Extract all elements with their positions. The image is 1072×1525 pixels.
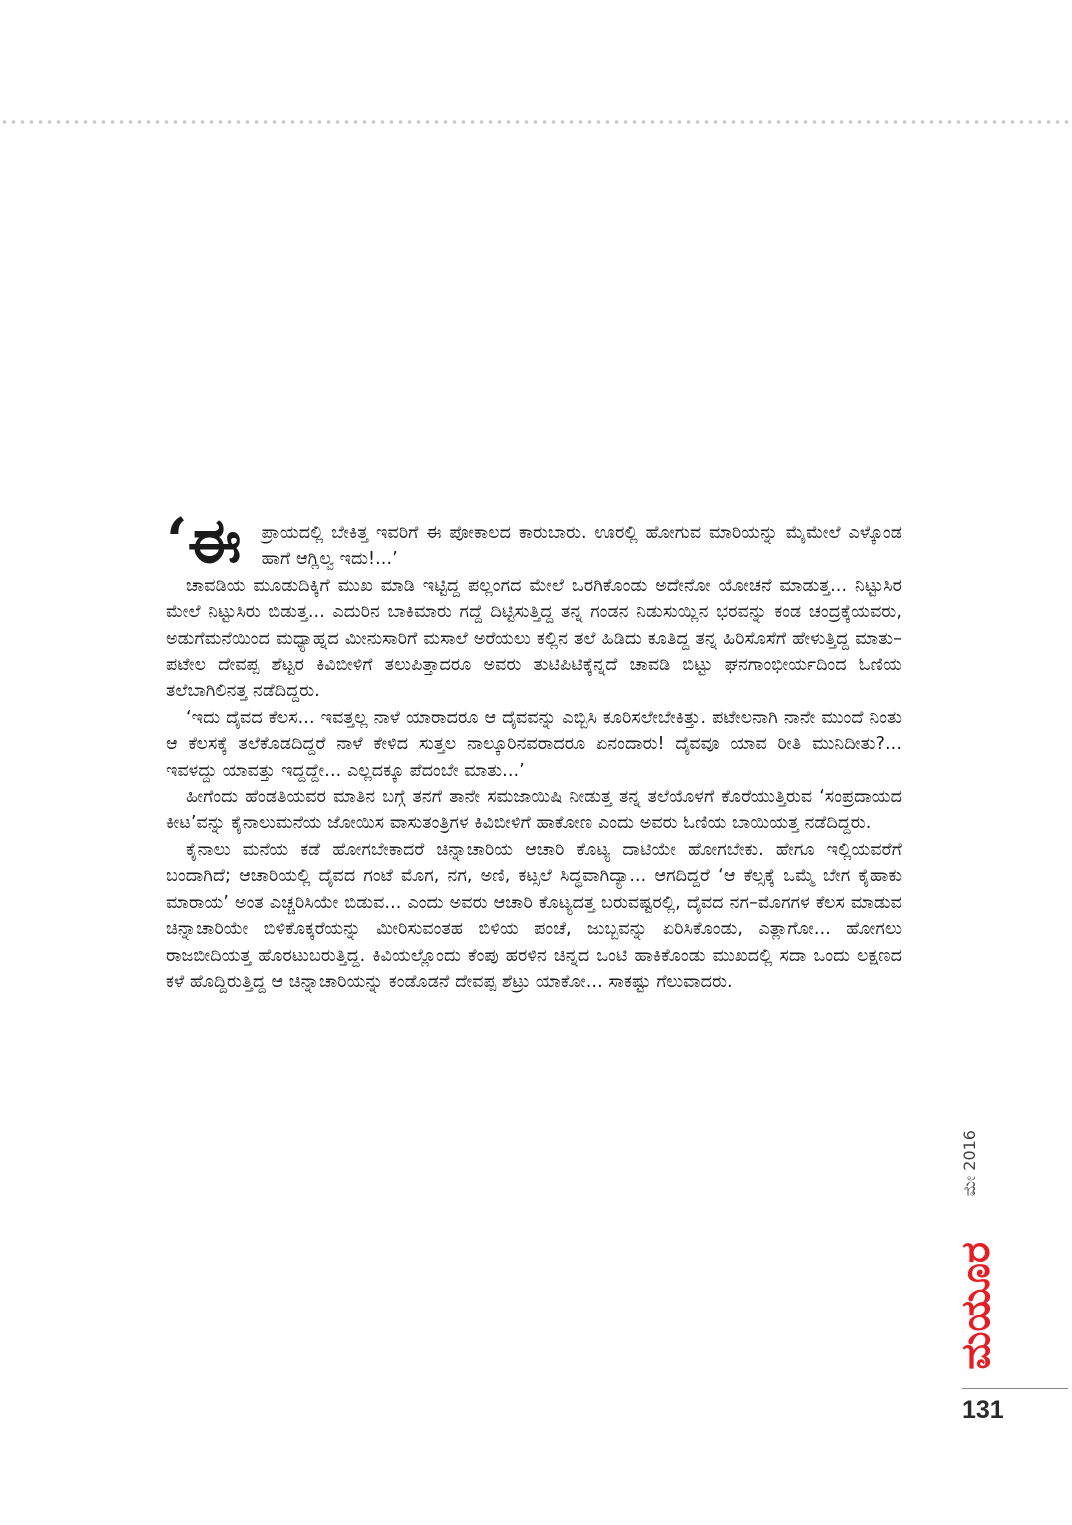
page-number-rule [962,1388,1068,1389]
paragraph-3: ‘ಇದು ದೈವದ ಕೆಲಸ... ಇವತ್ತಲ್ಲ ನಾಳೆ ಯಾರಾದರೂ ಆ ದೈವವನ್ನು ಎಬ್ಬಿಸಿ ಕೂರಿಸಲೇಬೇಕಿತ್ತು. ಪಟೇಲನಾಗಿ ನಾನೇ ಮುಂದೆ ನಿಂತು ಆ ಕೆಲಸಕ್ಕೆ ತಲೆಕೊಡದಿದ್ದರೆ ನಾಳೆ ಕೇಳಿದ ಸುತ್ತಲ ನಾಲ್ಕೂರಿನವರಾದರೂ ಏನಂದಾರು! ದೈವವೂ ಯಾವ ರೀತಿ ಮುನಿದೀತು?... ಇವಳದ್ದು ಯಾವತ್ತು ಇದ್ದದ್ದೇ... ಎಲ್ಲದಕ್ಕೂ ಪೆದಂಬೇ ಮಾತು...’ [166,707,902,781]
dotted-separator [0,119,1072,125]
page-number: 131 [962,1396,1004,1424]
article-body [166,504,902,995]
paragraph-5: ಕೈನಾಲು ಮನೆಯ ಕಡೆ ಹೋಗಬೇಕಾದರೆ ಚಿನ್ನಾಚಾರಿಯ ಆಚಾರಿ ಕೊಟ್ಯ ದಾಟಿಯೇ ಹೋಗಬೇಕು. ಹೇಗೂ ಇಲ್ಲಿಯವರೆಗೆ ಬಂದಾಗಿದೆ; ಆಚಾರಿಯಲ್ಲಿ ದೈವದ ಗಂಟೆ ಮೊಗ, ನಗ, ಅಣಿ, ಕಟ್ಸಲೆ ಸಿದ್ಧವಾಗಿದ್ಯಾ... ಆಗದಿದ್ದರೆ ‘ಆ ಕೆಲ್ಸಕ್ಕೆ ಒಮ್ಮೆ ಬೇಗ ಕೈಹಾಕು ಮಾರಾಯ’ ಅಂತ ಎಚ್ಚರಿಸಿಯೇ ಬಿಡುವ... ಎಂದು ಅವರು ಆಚಾರಿ ಕೊಟ್ಯದತ್ತ ಬರುವಷ್ಟರಲ್ಲಿ, ದೈವದ ನಗ–ಮೊಗಗಳ ಕೆಲಸ ಮಾಡುವ ಚಿನ್ನಾಚಾರಿಯೇ ಬಿಳಿಕೊಕ್ಕರೆಯನ್ನು ಮೀರಿಸುವಂತಹ ಬಿಳಿಯ ಪಂಚೆ, ಜುಬ್ಬವನ್ನು ಏರಿಸಿಕೊಂಡು, ಎತ್ಲಾಗೋ... ಹೋಗಲು ರಾಜಬೀದಿಯತ್ತ ಹೊರಟುಬರುತ್ತಿದ್ದ. ಕಿವಿಯಲ್ಲೊಂದು ಕೆಂಪು ಹರಳಿನ ಚಿನ್ನದ ಒಂಟಿ ಹಾಕಿಕೊಂಡು ಮುಖದಲ್ಲಿ ಸದಾ ಒಂದು ಲಕ್ಷಣದ ಕಳೆ ಹೊದ್ದಿರುತ್ತಿದ್ದ ಆ ಚಿನ್ನಾಚಾರಿಯನ್ನು ಕಂಡೊಡನೆ ದೇವಪ್ಪ ಶೆಟ್ರು ಯಾಕೋ... ಸಾಕಷ್ಟು ಗೆಲುವಾದರು. [166,839,902,992]
paragraph-1 [166,504,902,577]
magazine-sidebar [948,1124,1010,1374]
paragraph-4: ಹೀಗೆಂದು ಹೆಂಡತಿಯವರ ಮಾತಿನ ಬಗ್ಗೆ ತನಗೆ ತಾನೇ ಸಮಜಾಯಿಷಿ ನೀಡುತ್ತ ತನ್ನ ತಲೆಯೊಳಗೆ ಕೊರೆಯುತ್ತಿರುವ ‘ಸಂಪ್ರದಾಯದ ಕೀಟ’ವನ್ನು ಕೈನಾಲುಮನೆಯ ಜೋಯಿಸ ವಾಸುತಂತ್ರಿಗಳ ಕಿವಿಬೀಳಿಗೆ ಹಾಕೋಣ ಎಂದು ಅವರು ಓಣಿಯ ಬಾಯಿಯತ್ತ ನಡೆದಿದ್ದರು. [166,787,902,834]
dropcap: ‘ಈ [166,504,242,577]
paragraph-1-text: ಪ್ರಾಯದಲ್ಲಿ ಬೇಕಿತ್ತ ಇವರಿಗೆ ಈ ಪೋಕಾಲದ ಕಾರುಬಾರು. ಊರಲ್ಲಿ ಹೋಗುವ ಮಾರಿಯನ್ನು ಮೈಮೇಲೆ ಎಳ್ಕೊಂಡ ಹಾಗೆ ಆಗ್ಲಿಲ್ವ ಇದು!...’ [261,523,902,570]
issue-date: ಮೇ 2016 [960,1130,979,1197]
magazine-name: ಮಯೂರ [953,1242,999,1370]
paragraph-2: ಚಾವಡಿಯ ಮೂಡುದಿಕ್ಕಿಗೆ ಮುಖ ಮಾಡಿ ಇಟ್ಟಿದ್ದ ಪಲ್ಲಂಗದ ಮೇಲೆ ಒರಗಿಕೊಂಡು ಅದೇನೋ ಯೋಚನೆ ಮಾಡುತ್ತ... ನಿಟ್ಟುಸಿರ ಮೇಲೆ ನಿಟ್ಟುಸಿರು ಬಿಡುತ್ತ... ಎದುರಿನ ಬಾಕಿಮಾರು ಗದ್ದೆ ದಿಟ್ಟಿಸುತ್ತಿದ್ದ ತನ್ನ ಗಂಡನ ನಿಡುಸುಯ್ಲಿನ ಭರವನ್ನು ಕಂಡ ಚಂದ್ರಕ್ಕೆಯವರು, ಅಡುಗೆಮನೆಯಿಂದ ಮಧ್ಯಾಹ್ನದ ಮೀನುಸಾರಿಗೆ ಮಸಾಲೆ ಅರೆಯಲು ಕಲ್ಲಿನ ತಲೆ ಹಿಡಿದು ಕೂತಿದ್ದ ತನ್ನ ಹಿರಿಸೊಸೆಗೆ ಹೇಳುತ್ತಿದ್ದ ಮಾತು– ಪಟೇಲ ದೇವಪ್ಪ ಶೆಟ್ಟರ ಕಿವಿಬೀಳಿಗೆ ತಲುಪಿತ್ತಾದರೂ ಅವರು ತುಟಿಪಿಟಿಕ್ಕೆನ್ನದೆ ಚಾವಡಿ ಬಿಟ್ಟು ಘನಗಾಂಭೀರ್ಯದಿಂದ ಓಣಿಯ ತಲೆಬಾಗಿಲಿನತ್ತ ನಡೆದಿದ್ದರು. [166,575,902,702]
